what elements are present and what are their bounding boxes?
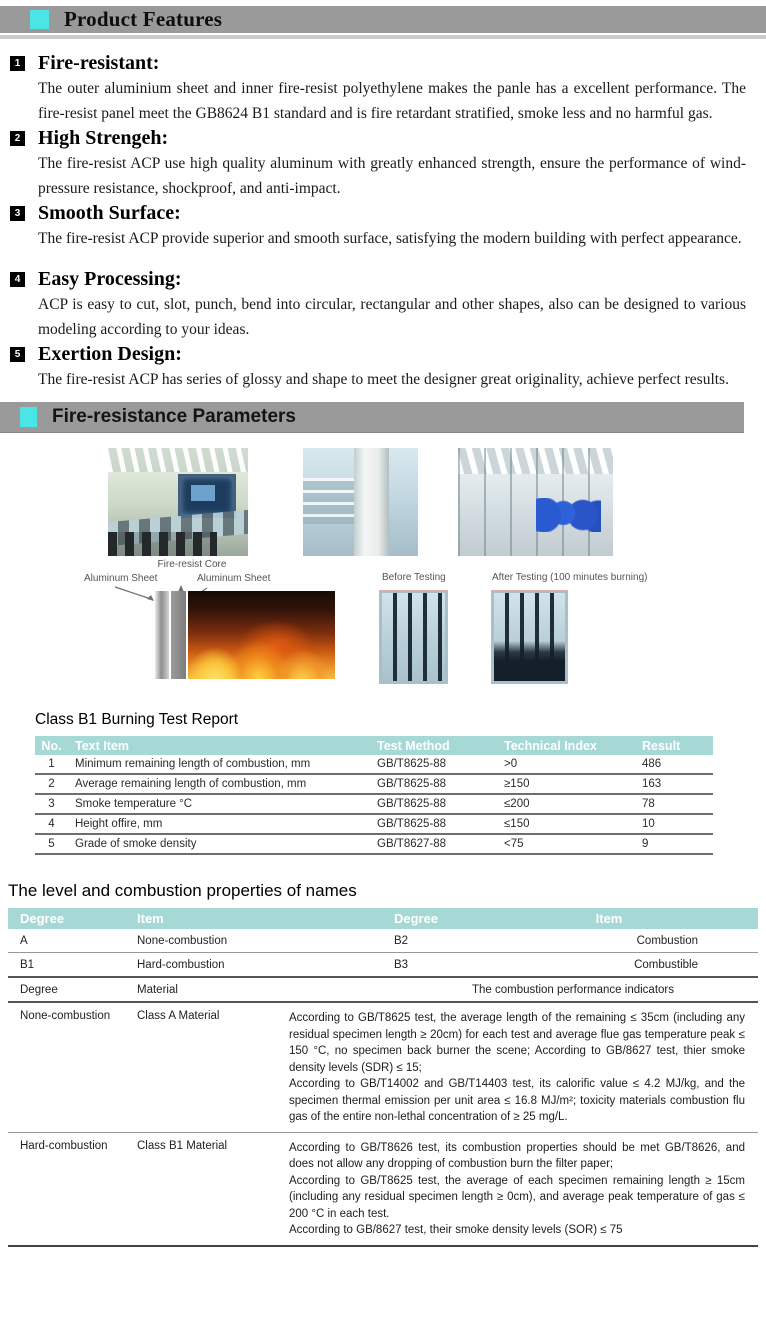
- table-cell: GB/T8625-88: [370, 755, 497, 774]
- label-fire-resist-core: Fire-resist Core: [157, 559, 227, 570]
- table-cell: <75: [497, 834, 635, 854]
- table-header-row: [35, 736, 713, 755]
- table-cell: Class B1 Material: [137, 1139, 228, 1152]
- table-cell: >0: [497, 755, 635, 774]
- section-title: Fire-resistance Parameters: [52, 406, 296, 427]
- column-header: Item: [137, 911, 164, 926]
- column-header: Item: [595, 911, 623, 926]
- section-header-product-features: [0, 6, 766, 33]
- criteria-paragraph: According to GB/8627 test, their smoke density levels (SOR) ≤ 75: [289, 1224, 623, 1236]
- label-after-testing: After Testing (100 minutes burning): [492, 572, 648, 583]
- fire-test-photo: [188, 591, 335, 679]
- combustion-levels-title: The level and combustion properties of names: [8, 881, 357, 900]
- feature-number-badge: 2: [10, 131, 25, 146]
- feature-item: [0, 342, 746, 392]
- table-cell: GB/T8627-88: [370, 834, 497, 854]
- table-row: [35, 755, 713, 774]
- table-row: [35, 834, 713, 854]
- panel-stripes: [382, 593, 445, 681]
- table-cell: 1: [35, 755, 68, 774]
- feature-number-badge: 1: [10, 56, 25, 71]
- feature-heading: [0, 201, 746, 226]
- before-testing-panel-photo: [380, 591, 447, 683]
- table-cell: 4: [35, 814, 68, 834]
- table-cell: [289, 1140, 758, 1239]
- column-header: Degree: [20, 911, 65, 926]
- table-cell: Class A Material: [137, 1010, 220, 1022]
- table-cell: Hard-combustion: [20, 1139, 108, 1152]
- feature-body: ACP is easy to cut, slot, punch, bend into circular, rectangular and other shapes, also can be designed to various modeling according to your ideas.: [38, 296, 746, 338]
- feature-body: The fire-resist ACP use high quality aluminum with greatly enhanced strength, ensure the performance of wind-pressure resistance, shockproof, and anti-impact.: [38, 155, 746, 197]
- office-interior-photo: [458, 448, 613, 556]
- feature-title: Easy Processing:: [38, 268, 182, 290]
- table-cell: 10: [635, 814, 713, 834]
- table-cell: Height offire, mm: [68, 814, 370, 834]
- table-row: [35, 774, 713, 794]
- table-cell: GB/T8625-88: [370, 814, 497, 834]
- feature-item: [0, 51, 746, 126]
- table-cell: 486: [635, 755, 713, 774]
- table-cell: 3: [35, 794, 68, 814]
- feature-number-badge: 4: [10, 272, 25, 287]
- label-aluminum-sheet-left: Aluminum Sheet: [84, 573, 158, 584]
- table-row: [8, 1003, 758, 1133]
- criteria-paragraph: According to GB/T14002 and GB/T14403 test, its calorific value ≤ 4.2 MJ/kg, and the specimen thermal emission per unit area ≤ 16.8 MJ/m²; toxicity materials combustion flu gas of the entire non-lethal concentration of ≥ 25 mg/L.: [289, 1078, 745, 1123]
- interior-column-photo: [303, 448, 418, 556]
- table-header-row: [8, 908, 758, 929]
- feature-item: [0, 267, 746, 342]
- burning-test-report-title: Class B1 Burning Test Report: [35, 711, 239, 728]
- feature-body: The fire-resist ACP provide superior and smooth surface, satisfying the modern building with perfect appearance.: [38, 230, 742, 247]
- criteria-paragraph: According to GB/T8625 test, the average of each specimen remaining length ≥ 15cm (including any residual specimen length ≥ 0cm), and average peak temperature of gas ≤ 200 °C in each test.: [289, 1174, 745, 1220]
- feature-heading: [0, 126, 746, 151]
- cyan-square-icon: [20, 407, 37, 427]
- blue-chairs: [536, 498, 601, 533]
- table-cell: 9: [635, 834, 713, 854]
- ceiling-lights: [108, 448, 248, 472]
- feature-item: [0, 201, 746, 251]
- table-cell: Average remaining length of combustion, mm: [68, 774, 370, 794]
- column-header: Technical Index: [497, 736, 635, 755]
- feature-body: The fire-resist ACP has series of glossy and shape to meet the designer great originality, achieve perfect results.: [38, 371, 729, 388]
- table-cell: Degree: [20, 984, 58, 996]
- table-cell: None-combustion: [137, 935, 228, 947]
- glass-floors: [303, 478, 356, 523]
- label-aluminum-sheet-right: Aluminum Sheet: [197, 573, 271, 584]
- feature-item: [0, 126, 746, 201]
- table-cell: B1: [20, 959, 35, 971]
- table-cell: A: [20, 935, 28, 947]
- table-cell: ≤150: [497, 814, 635, 834]
- figures-panel: [0, 433, 766, 703]
- table-cell: [289, 1010, 758, 1126]
- feature-title: Fire-resistant:: [38, 52, 160, 74]
- feature-heading: [0, 51, 746, 76]
- aluminum-sheet-bar: [155, 591, 169, 679]
- feature-title: High Strengeh:: [38, 127, 169, 149]
- table-cell: 2: [35, 774, 68, 794]
- burn-marks: [494, 641, 565, 681]
- feature-list: [0, 39, 766, 392]
- column-header: Degree: [394, 911, 439, 926]
- table-cell: ≥150: [497, 774, 635, 794]
- cyan-square-icon: [30, 10, 49, 29]
- table-cell: GB/T8625-88: [370, 794, 497, 814]
- column-header: Text Item: [68, 736, 370, 755]
- chairs-row: [108, 532, 217, 556]
- table-cell: None-combustion: [20, 1010, 111, 1022]
- table-cell: B2: [394, 935, 409, 947]
- table-row: [8, 978, 758, 1003]
- table-cell: Minimum remaining length of combustion, mm: [68, 755, 370, 774]
- control-room-photo: [108, 448, 248, 556]
- table-cell: ≤200: [497, 794, 635, 814]
- feature-heading: [0, 267, 746, 292]
- table-row: [8, 929, 758, 953]
- table-cell: Combustible: [634, 959, 698, 971]
- fire-resist-core-bar: [171, 591, 186, 679]
- column-header: Result: [635, 736, 713, 755]
- section-title: Product Features: [64, 7, 223, 31]
- table-cell: Hard-combustion: [137, 959, 225, 971]
- table-row: [8, 1133, 758, 1247]
- table-cell: Grade of smoke density: [68, 834, 370, 854]
- table-row: [35, 794, 713, 814]
- section-header-fire-resistance-parameters: [0, 402, 744, 433]
- table-cell: 5: [35, 834, 68, 854]
- criteria-paragraph: According to GB/T8625 test, the average length of the remaining ≤ 35cm (including any residual specimen length ≥ 20cm) for each test and average flue gas temperature peak ≤ 150 °C, no specimen back burner the scene; According to GB/8627 test, thier smoke density levels (SDR) ≤ 15;: [289, 1012, 745, 1074]
- table-cell: 163: [635, 774, 713, 794]
- table-cell: 78: [635, 794, 713, 814]
- table-cell: Material: [137, 984, 178, 996]
- combustion-levels-table: [8, 908, 758, 1247]
- feature-body: The outer aluminium sheet and inner fire-resist polyethylene makes the panle has a excellent performance. The fire-resist panel meet the GB8624 B1 standard and is fire retardant stratified, smoke less and no harmful gas.: [38, 80, 746, 122]
- column-header: Test Method: [370, 736, 497, 755]
- burning-test-table: [35, 736, 713, 855]
- column-header: No.: [35, 736, 68, 755]
- feature-number-badge: 5: [10, 347, 25, 362]
- table-cell: Smoke temperature °C: [68, 794, 370, 814]
- feature-heading: [0, 342, 746, 367]
- criteria-paragraph: According to GB/T8626 test, its combustion properties should be met GB/T8626, and does not allow any dropping of combustion burn the filter paper;: [289, 1141, 745, 1170]
- table-cell: The combustion performance indicators: [472, 984, 674, 996]
- white-column: [354, 448, 390, 556]
- feature-number-badge: 3: [10, 206, 25, 221]
- label-before-testing: Before Testing: [382, 572, 446, 583]
- table-row: [8, 953, 758, 978]
- table-row: [35, 814, 713, 834]
- table-cell: Combustion: [636, 935, 698, 947]
- after-testing-panel-photo: [492, 591, 567, 683]
- table-cell: GB/T8625-88: [370, 774, 497, 794]
- feature-title: Smooth Surface:: [38, 202, 181, 224]
- feature-title: Exertion Design:: [38, 343, 182, 365]
- table-cell: B3: [394, 959, 409, 971]
